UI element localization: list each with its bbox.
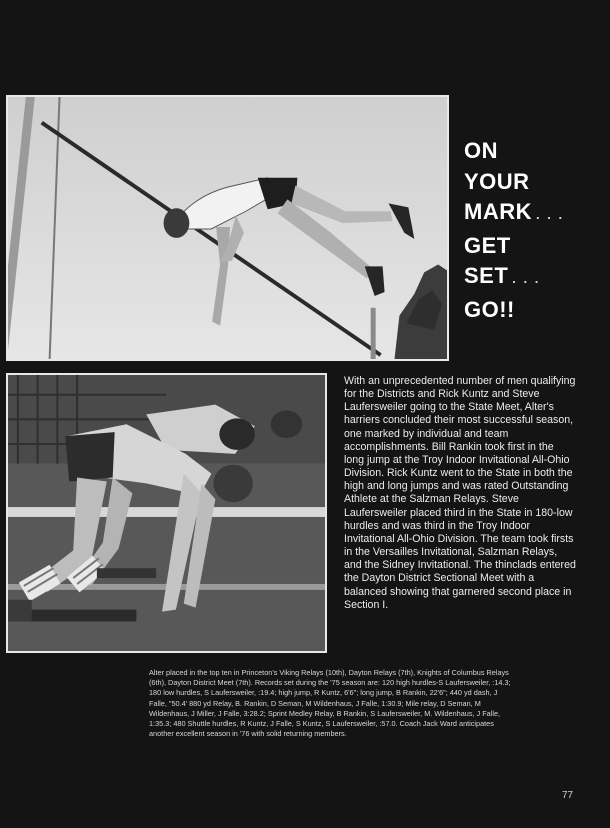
pole-vault-photo	[6, 95, 449, 361]
starting-blocks-illustration	[8, 375, 325, 651]
headline-mark: MARK	[464, 199, 532, 224]
page-number: 77	[562, 790, 574, 801]
headline-dots-1: . . .	[536, 207, 565, 222]
headline-set: SET	[464, 263, 509, 288]
headline-set-line	[464, 261, 604, 295]
headline-your: YOUR	[464, 168, 530, 194]
article-body: With an unprecedented number of men qualifying for the Districts and Rick Kuntz and Steve Laufersweiler going to the State Meet, Alter's harriers concluded their most successful season, one marked by individual and team accomplishments. Bill Rankin took first in the long jump at the Troy Indoor Invitational All-Ohio Division. Rick Kuntz went to the State in both the high and long jumps and was rated Outstanding Athlete at the Salzman Relays. Steve Laufersweiler placed third in the State in 180-low hurdles and was third in the Troy Indoor Invitational All-Ohio Division. The team took firsts in the Versailles Invitational, Salzman Relays, and the Sidney Invitational. The thinclads entered the Dayton District Sectional Meet with a balanced showing that garnered second place in Section I.	[344, 375, 576, 611]
headline	[464, 136, 604, 325]
starting-blocks-photo	[6, 373, 327, 653]
headline-on: ON	[464, 138, 498, 163]
records-caption: Alter placed in the top ten in Princeton's Viking Relays (10th), Dayton Relays (7th), Knights of Columbus Relays (6th), Dayton District Meet (7th). Records set during the '75 season are: 120 high hurdles-S Laufersweiler, :14.3; 180 low hurdles, S Laufersweiler, :19.4; high jump, R Kuntz, 6'6"; long jump, B Rankin, 22'6"; 440 yd dash, J Falle, "50.4' 880 yd Relay, B. Rankin, D Seman, M Wildenhaus, J Falle, 1:30.9; Mile relay, D Seman, M Wildenhaus, J Miller, J Falle, 3:28.2; Sprint Medley Relay, B Rankin, S Laufersweiler, M. Wildenhaus, J Falle, 1:35.3; 480 Shuttle hurdles, R Kuntz, J Falle, S Kuntz, S Laufersweiler, :57.0. Coach Jack Ward anticipates another excellent season in '76 with solid returning members.	[149, 668, 511, 739]
headline-mark-line	[464, 197, 604, 231]
headline-dots-2: . . .	[512, 271, 541, 286]
headline-get: GET	[464, 232, 511, 258]
pole-vault-illustration	[8, 97, 447, 359]
headline-go: GO!!	[464, 296, 515, 322]
